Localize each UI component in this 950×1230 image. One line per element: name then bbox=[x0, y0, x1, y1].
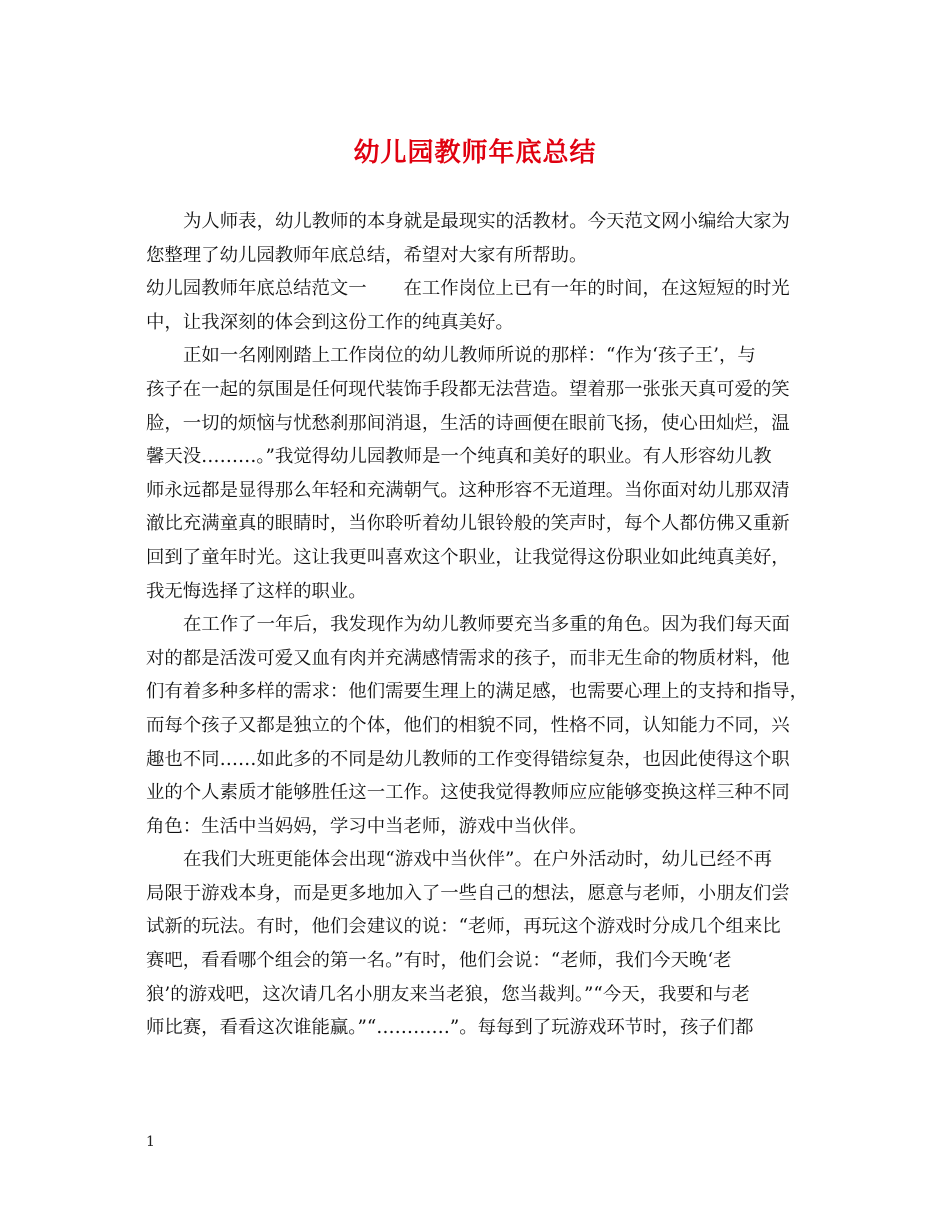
body-line: 业的个人素质才能够胜任这一工作。这使我觉得教师应应能够变换这样三种不同 bbox=[146, 782, 790, 804]
body-line: 为人师表，幼儿教师的本身就是最现实的活教材。今天范文网小编给大家为 bbox=[183, 211, 790, 232]
body-line: 脸，一切的烦恼与忧愁刹那间消退，生活的诗画便在眼前飞扬，使心田灿烂，温 bbox=[146, 412, 790, 434]
document-title: 幼儿园教师年底总结 bbox=[353, 138, 597, 168]
body-line: 试新的玩法。有时，他们会建议的说：“老师，再玩这个游戏时分成几个组来比 bbox=[146, 916, 781, 938]
body-line: 狼’的游戏吧，这次请几名小朋友来当老狼，您当裁判。”“今天，我要和与老 bbox=[146, 983, 750, 1005]
body-line: 师永远都是显得那么年轻和充满朝气。这种形容不无道理。当你面对幼儿那双清 bbox=[146, 479, 790, 501]
body-line: 对的都是活泼可爱又血有肉并充满感情需求的孩子，而非无生命的物质材料，他 bbox=[146, 647, 790, 669]
body-line: 幼儿园教师年底总结范文一 在工作岗位上已有一年的时间，在这短短的时光 bbox=[146, 278, 790, 300]
body-line: 趣也不同……如此多的不同是幼儿教师的工作变得错综复杂，也因此使得这个职 bbox=[146, 748, 790, 770]
body-line: 师比赛，看看这次谁能赢。”“…………”。每每到了玩游戏环节时，孩子们都 bbox=[146, 1017, 754, 1039]
body-line: 而每个孩子又都是独立的个体，他们的相貌不同，性格不同，认知能力不同，兴 bbox=[146, 714, 790, 736]
document-body bbox=[146, 205, 812, 1045]
body-line: 馨天没………。”我觉得幼儿园教师是一个纯真和美好的职业。有人形容幼儿教 bbox=[146, 446, 772, 468]
body-line: 局限于游戏本身，而是更多地加入了一些自己的想法，愿意与老师，小朋友们尝 bbox=[146, 882, 790, 904]
page-number: 1 bbox=[146, 1134, 155, 1150]
body-line: 角色：生活中当妈妈，学习中当老师，游戏中当伙伴。 bbox=[146, 815, 588, 837]
body-line: 正如一名刚刚踏上工作岗位的幼儿教师所说的那样：“作为‘孩子王’，与 bbox=[183, 345, 756, 367]
body-line: 澈比充满童真的眼睛时，当你聆听着幼儿银铃般的笑声时，每个人都仿佛又重新 bbox=[146, 513, 790, 535]
body-line: 在工作了一年后，我发现作为幼儿教师要充当多重的角色。因为我们每天面 bbox=[183, 614, 790, 636]
body-line: 您整理了幼儿园教师年底总结，希望对大家有所帮助。 bbox=[146, 244, 588, 266]
body-line: 们有着多种多样的需求：他们需要生理上的满足感，也需要心理上的支持和指导， bbox=[146, 681, 809, 703]
body-line: 我无悔选择了这样的职业。 bbox=[146, 580, 367, 602]
body-line: 孩子在一起的氛围是任何现代装饰手段都无法营造。望着那一张张天真可爱的笑 bbox=[146, 378, 790, 400]
body-line: 回到了童年时光。这让我更叫喜欢这个职业，让我觉得这份职业如此纯真美好， bbox=[146, 546, 790, 568]
body-line: 赛吧，看看哪个组会的第一名。”有时，他们会说：“老师，我们今天晚‘老 bbox=[146, 950, 732, 972]
body-line: 在我们大班更能体会出现“游戏中当伙伴”。在户外活动时，幼儿已经不再 bbox=[183, 849, 772, 871]
body-line: 中，让我深刻的体会到这份工作的纯真美好。 bbox=[146, 311, 514, 333]
